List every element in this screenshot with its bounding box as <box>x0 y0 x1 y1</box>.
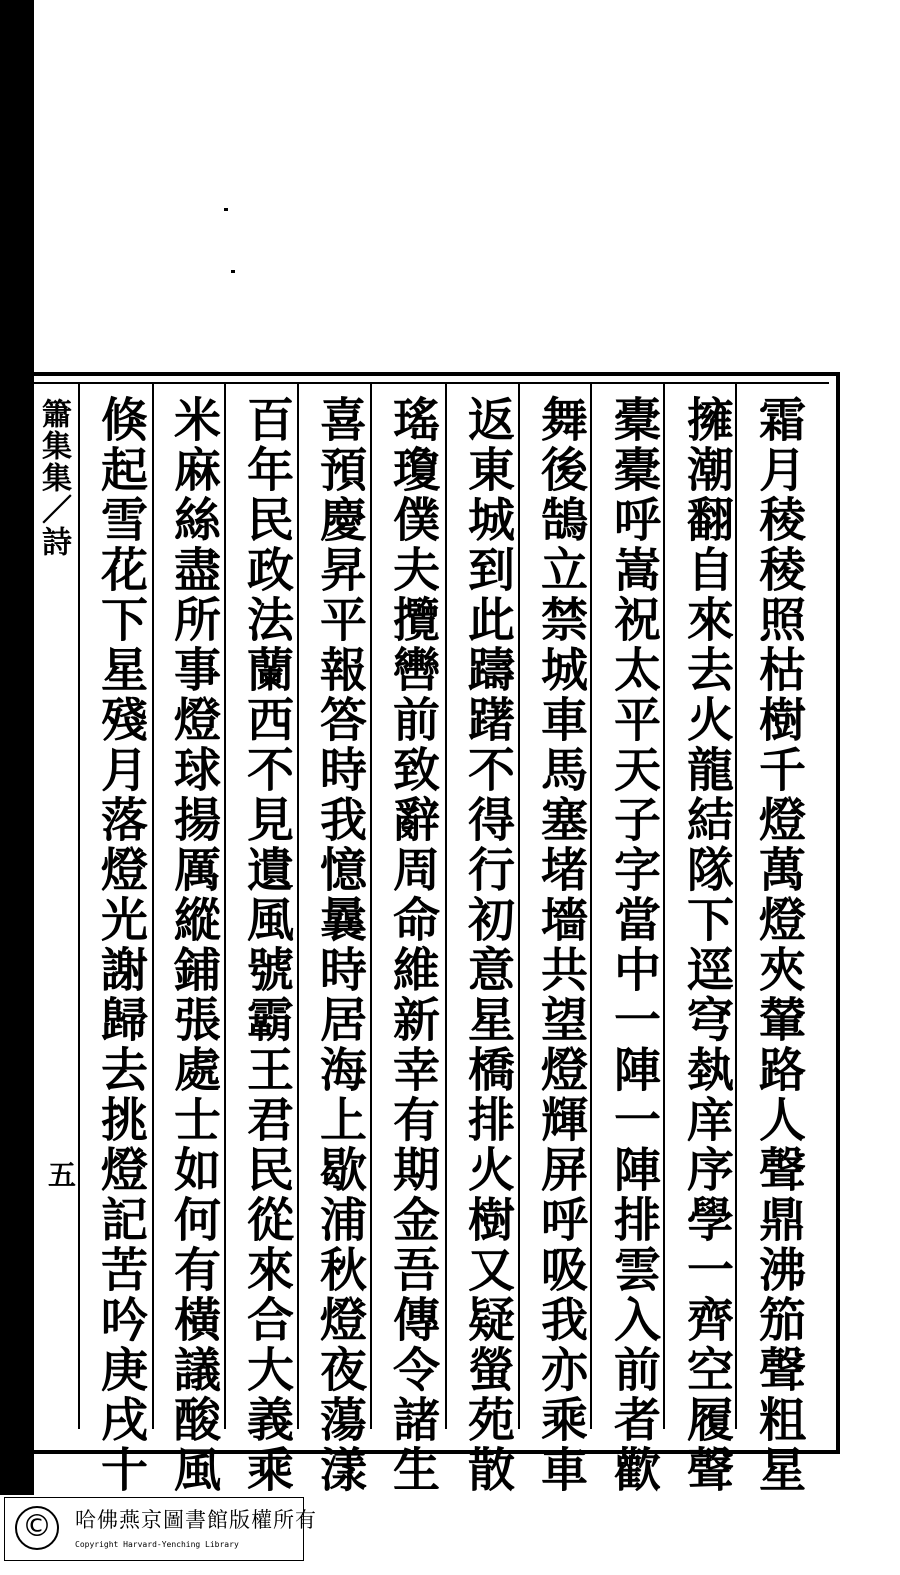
column-text: 霜月稜稜照枯樹千燈萬燈夾輦路人聲鼎沸笳聲粗星 <box>751 395 806 1495</box>
text-column <box>603 395 663 1495</box>
book-spine <box>0 0 34 1495</box>
margin-book-title: 簫集集／詩 <box>36 398 71 558</box>
text-column <box>676 395 736 1495</box>
column-rule <box>152 384 154 1429</box>
text-column <box>382 395 442 1495</box>
column-text: 百年民政法蘭西不見遺風號霸王君民從來合大義乘 <box>239 395 294 1495</box>
copyright-icon: © <box>15 1506 59 1550</box>
column-rule <box>297 384 299 1429</box>
text-column <box>90 395 150 1495</box>
column-text: 倏起雪花下星殘月落燈光謝歸去挑燈記苦吟庚戌十 <box>93 395 148 1495</box>
copyright-stamp <box>4 1497 317 1561</box>
column-text: 橐橐呼嵩祝太平天子字當中一陣一陣排雲入前者歡 <box>606 395 661 1495</box>
text-column <box>748 395 808 1495</box>
column-text: 米麻絲盡所事燈球揚厲縱鋪張處士如何有橫議酸風 <box>166 395 221 1495</box>
ink-speck <box>224 208 228 211</box>
column-text: 喜預慶昇平報答時我憶曩時居海上歇浦秋燈夜蕩漾 <box>312 395 367 1495</box>
copyright-english: Copyright Harvard-Yenching Library <box>75 1540 239 1549</box>
text-column <box>163 395 223 1495</box>
column-rule <box>78 384 80 1429</box>
text-column <box>309 395 369 1495</box>
column-rule <box>663 384 665 1429</box>
column-text: 返東城到此躊躇不得行初意星橋排火樹又疑螢苑散 <box>460 395 515 1495</box>
copyright-chinese: 哈佛燕京圖書館版權所有 <box>75 1508 317 1532</box>
column-text: 瑤瓊僕夫攬轡前致辭周命維新幸有期金吾傳令諸生 <box>385 395 440 1495</box>
column-rule <box>370 384 372 1429</box>
text-column <box>236 395 296 1495</box>
margin-page-number: 五 <box>44 1160 77 1188</box>
text-column <box>530 395 590 1495</box>
column-rule <box>590 384 592 1429</box>
column-text: 舞後鵠立禁城車馬塞堵墻共望燈輝屏呼吸我亦乘車 <box>533 395 588 1495</box>
text-column <box>457 395 517 1495</box>
column-text: 擁潮翻自來去火龍結隊下逕穹埶庠序學一齊空履聲 <box>679 395 734 1495</box>
column-rule <box>445 384 447 1429</box>
column-rule <box>224 384 226 1429</box>
column-rule <box>518 384 520 1429</box>
ink-speck <box>231 270 235 273</box>
